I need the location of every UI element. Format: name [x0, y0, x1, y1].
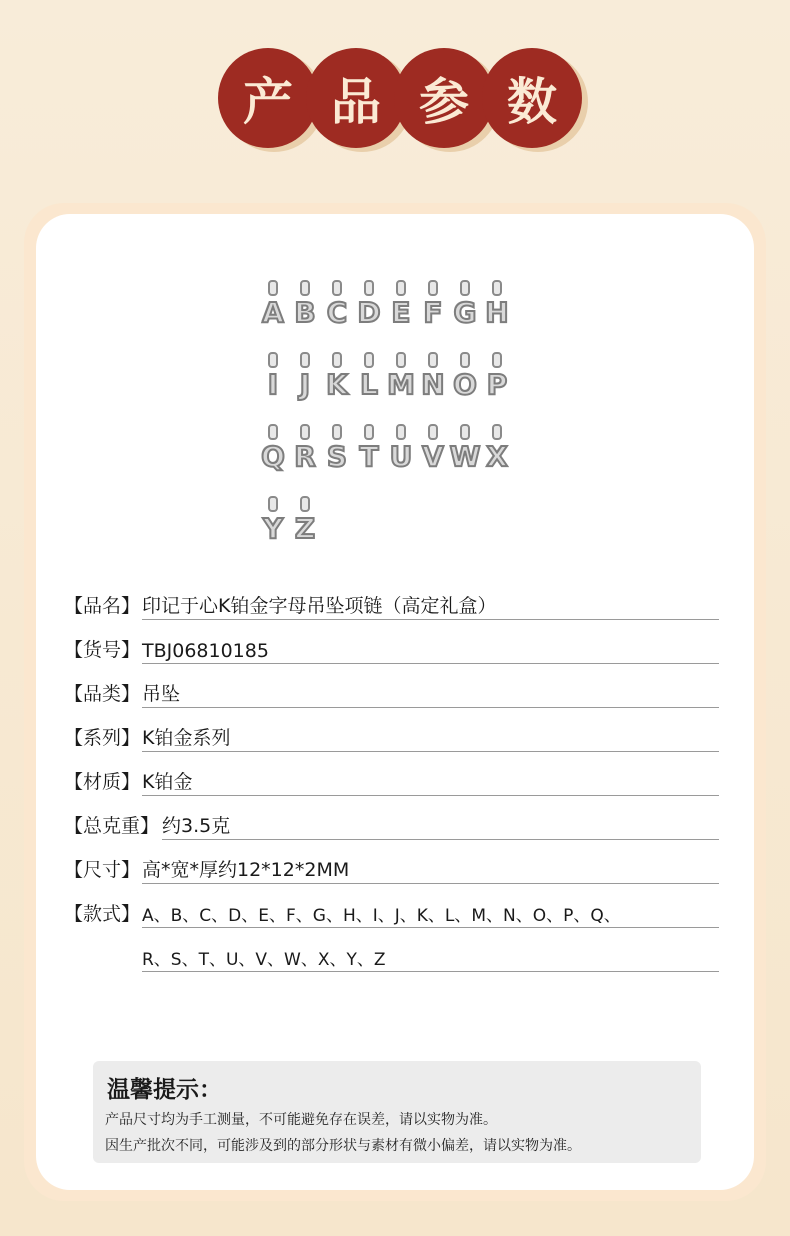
pendant-glyph: G [453, 296, 477, 329]
pendant-bail [332, 424, 342, 440]
pendant-letter [386, 352, 416, 408]
pendant-bail [492, 424, 502, 440]
pendant-letter [322, 352, 352, 408]
title-char: 数 [482, 48, 582, 148]
spec-value: R、S、T、U、V、W、X、Y、Z [142, 950, 386, 970]
underline [142, 663, 719, 664]
pendant-bail [300, 352, 310, 368]
underline [142, 707, 719, 708]
pendant-letter [450, 280, 480, 336]
spec-row-series [64, 722, 719, 752]
pendant-letter [482, 280, 512, 336]
spec-row-styles [64, 898, 719, 928]
spec-row-size [64, 854, 719, 884]
pendant-bail [396, 352, 406, 368]
pendant-glyph: A [262, 296, 284, 329]
pendant-glyph: S [326, 440, 348, 473]
pendant-letter [418, 280, 448, 336]
spec-value: K铂金 [142, 771, 193, 793]
pendant-letter [258, 424, 288, 480]
spec-value: 印记于心K铂金字母吊坠项链（高定礼盒） [142, 595, 497, 617]
pendant-bail [300, 424, 310, 440]
pendant-glyph: Z [294, 512, 316, 545]
spec-row-weight [64, 810, 719, 840]
pendant-glyph: O [453, 368, 477, 401]
pendant-letter [322, 280, 352, 336]
pendant-glyph: N [421, 368, 445, 401]
pendant-glyph: M [387, 368, 415, 401]
pendant-glyph: K [326, 368, 348, 401]
pendant-glyph: H [485, 296, 509, 329]
pendant-glyph: T [359, 440, 379, 473]
pendant-letter [482, 352, 512, 408]
spec-value: K铂金系列 [142, 727, 231, 749]
tips-box [93, 1061, 701, 1163]
pendant-bail [332, 280, 342, 296]
pendant-bail [428, 352, 438, 368]
pendant-letter [290, 280, 320, 336]
pendant-bail [492, 352, 502, 368]
spec-value: 约3.5克 [162, 815, 231, 837]
pendant-bail [492, 280, 502, 296]
pendant-letter [290, 424, 320, 480]
pendant-bail [300, 280, 310, 296]
spec-key: 【尺寸】 [64, 859, 141, 881]
pendant-glyph: C [326, 296, 348, 329]
pendant-bail [396, 424, 406, 440]
pendant-glyph: W [449, 440, 481, 473]
pendant-glyph: U [389, 440, 413, 473]
pendant-letter [482, 424, 512, 480]
pendant-bail [396, 280, 406, 296]
underline [142, 883, 719, 884]
pendant-bail [364, 352, 374, 368]
pendant-letter [386, 280, 416, 336]
pendant-glyph: J [299, 368, 311, 401]
pendant-letter [290, 352, 320, 408]
title-char: 参 [394, 48, 494, 148]
pendant-bail [268, 352, 278, 368]
spec-row-styles-cont [64, 942, 719, 972]
spec-key: 【品名】 [64, 595, 141, 617]
pendant-bail [460, 352, 470, 368]
pendant-bail [268, 280, 278, 296]
spec-row-name [64, 590, 719, 620]
pendant-letter [258, 280, 288, 336]
spec-value: 高*宽*厚约12*12*2MM [142, 859, 350, 881]
pendant-letter [418, 352, 448, 408]
pendant-bail [460, 424, 470, 440]
spec-key: 【材质】 [64, 771, 141, 793]
underline [142, 619, 719, 620]
product-image [240, 262, 536, 558]
spec-row-sku [64, 634, 719, 664]
spec-row-category [64, 678, 719, 708]
pendant-glyph: X [486, 440, 508, 473]
pendant-glyph: I [267, 368, 279, 401]
pendant-letter [258, 352, 288, 408]
pendant-glyph: D [357, 296, 381, 329]
pendant-bail [332, 352, 342, 368]
underline [142, 795, 719, 796]
pendant-glyph: F [423, 296, 443, 329]
pendant-bail [268, 496, 278, 512]
spec-key: 【款式】 [64, 903, 141, 925]
tips-title: 温馨提示： [107, 1077, 222, 1103]
underline [142, 751, 719, 752]
pendant-letter [354, 424, 384, 480]
tips-line: 因生产批次不同，可能涉及到的部分形状与素材有微小偏差，请以实物为准。 [105, 1138, 581, 1154]
pendant-bail [268, 424, 278, 440]
pendant-bail [364, 280, 374, 296]
spec-value: A、B、C、D、E、F、G、H、I、J、K、L、M、N、O、P、Q、 [142, 906, 621, 926]
spec-key: 【货号】 [64, 639, 141, 661]
pendant-bail [428, 280, 438, 296]
spec-key: 【总克重】 [64, 815, 160, 837]
pendant-bail [460, 280, 470, 296]
pendant-letter [354, 352, 384, 408]
underline [142, 927, 719, 928]
pendant-glyph: V [422, 440, 444, 473]
pendant-glyph: Y [262, 512, 284, 545]
pendant-glyph: E [391, 296, 411, 329]
spec-value: TBJ06810185 [142, 640, 269, 662]
pendant-glyph: R [294, 440, 316, 473]
pendant-letter [450, 424, 480, 480]
underline [162, 839, 719, 840]
title-char: 产 [218, 48, 318, 148]
pendant-letter [386, 424, 416, 480]
pendant-glyph: Q [261, 440, 285, 473]
pendant-letter [290, 496, 320, 552]
spec-value: 吊坠 [142, 683, 181, 705]
pendant-letter [258, 496, 288, 552]
title-char: 品 [306, 48, 406, 148]
pendant-letter [322, 424, 352, 480]
pendant-glyph: L [360, 368, 378, 401]
pendant-glyph: P [486, 368, 508, 401]
pendant-bail [428, 424, 438, 440]
spec-key: 【品类】 [64, 683, 141, 705]
pendant-letter [418, 424, 448, 480]
pendant-glyph: B [294, 296, 316, 329]
pendant-letter [354, 280, 384, 336]
pendant-bail [364, 424, 374, 440]
tips-line: 产品尺寸均为手工测量，不可能避免存在误差，请以实物为准。 [105, 1112, 497, 1128]
pendant-letter [450, 352, 480, 408]
section-title [212, 48, 592, 158]
spec-key: 【系列】 [64, 727, 141, 749]
underline [142, 971, 719, 972]
pendant-bail [300, 496, 310, 512]
spec-row-material [64, 766, 719, 796]
